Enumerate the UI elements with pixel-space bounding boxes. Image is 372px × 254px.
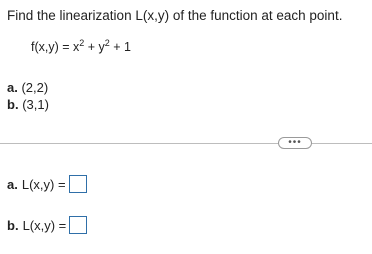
answer-row-a — [7, 175, 87, 193]
function-mid: + y — [84, 40, 105, 54]
answer-a-label: L(x,y) = — [21, 176, 66, 192]
section-divider — [0, 143, 372, 144]
point-b-letter: b. — [7, 97, 19, 112]
function-definition — [31, 40, 131, 54]
answer-b-letter: b. — [7, 217, 19, 233]
expand-more-button[interactable]: ••• — [278, 137, 312, 149]
function-rhs: + 1 — [109, 40, 132, 54]
function-exponent-y: 2 — [104, 38, 110, 48]
answer-a-input[interactable] — [69, 175, 87, 193]
question-prompt: Find the linearization L(x,y) of the function at each point. — [7, 8, 343, 23]
point-a-letter: a. — [7, 80, 18, 95]
function-lhs: f(x,y) = x — [31, 40, 80, 54]
answer-b-label: L(x,y) = — [22, 217, 67, 233]
point-b — [7, 97, 49, 112]
point-a — [7, 80, 48, 95]
answer-row-b — [7, 216, 87, 234]
answer-b-input[interactable] — [69, 216, 87, 234]
function-exponent-x: 2 — [79, 38, 85, 48]
point-b-value: (3,1) — [22, 97, 49, 112]
point-a-value: (2,2) — [21, 80, 49, 95]
answer-a-letter: a. — [7, 176, 18, 192]
